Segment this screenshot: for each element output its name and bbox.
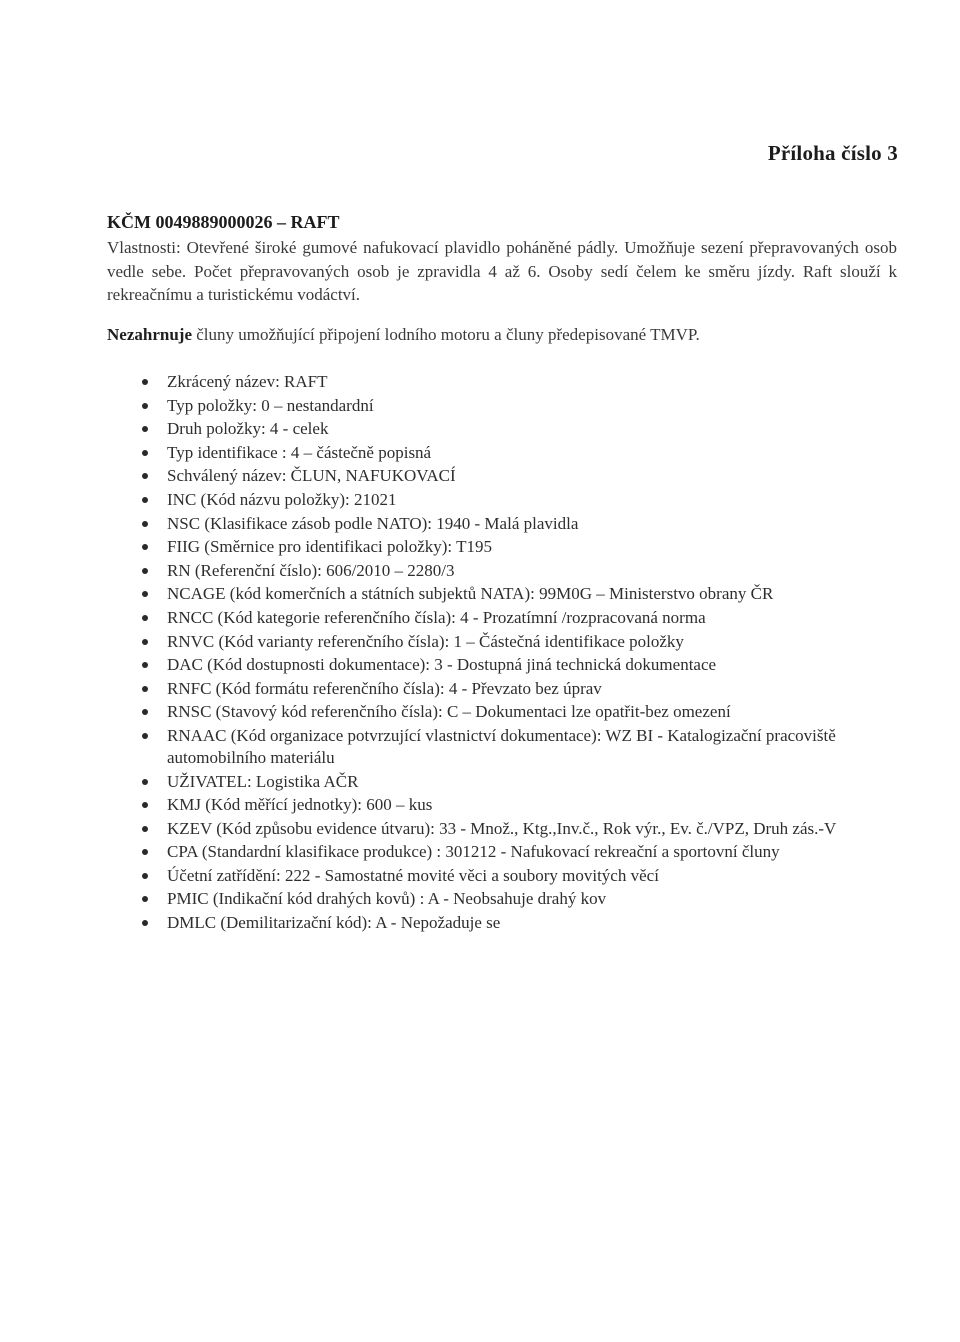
bullet-icon xyxy=(142,639,148,645)
bullet-icon xyxy=(142,896,148,902)
bullet-icon xyxy=(142,403,148,409)
list-item-text: INC (Kód názvu položky): 21021 xyxy=(167,489,397,509)
list-item xyxy=(140,841,900,863)
bullet-icon xyxy=(142,473,148,479)
bullet-icon xyxy=(142,521,148,527)
item-heading: KČM 0049889000026 – RAFT xyxy=(107,212,340,232)
list-item xyxy=(140,607,900,629)
list-item-text: KMJ (Kód měřící jednotky): 600 – kus xyxy=(167,795,433,815)
bullet-icon xyxy=(142,426,148,432)
list-item xyxy=(140,583,900,605)
list-item xyxy=(140,771,900,793)
bullet-icon xyxy=(142,662,148,668)
list-item-text: Typ identifikace : 4 – částečně popisná xyxy=(167,442,432,462)
list-item xyxy=(140,442,900,464)
bullet-icon xyxy=(142,544,148,550)
list-item-text: PMIC (Indikační kód drahých kovů) : A - Neobsahuje drahý kov xyxy=(167,889,607,909)
list-item-text: Druh položky: 4 - celek xyxy=(167,419,329,439)
list-item xyxy=(140,701,900,723)
list-item-text: Schválený název: ČLUN, NAFUKOVACÍ xyxy=(167,466,456,486)
list-item xyxy=(140,465,900,487)
list-item xyxy=(140,560,900,582)
list-item xyxy=(140,631,900,653)
bullet-icon xyxy=(142,826,148,832)
bullet-icon xyxy=(142,497,148,503)
list-item-text: DAC (Kód dostupnosti dokumentace): 3 - Dostupná jiná technická dokumentace xyxy=(167,655,717,675)
bullet-icon xyxy=(142,802,148,808)
bullet-icon xyxy=(142,615,148,621)
list-item-text: Účetní zatřídění: 222 - Samostatné movité věci a soubory movitých věcí xyxy=(167,865,659,885)
bullet-icon xyxy=(142,709,148,715)
list-item-text: NSC (Klasifikace zásob podle NATO): 1940 - Malá plavidla xyxy=(167,513,579,533)
attribute-list xyxy=(140,371,900,936)
bullet-icon xyxy=(142,733,148,739)
annex-title: Příloha číslo 3 xyxy=(767,141,898,165)
list-item xyxy=(140,888,900,910)
list-item-text: DMLC (Demilitarizační kód): A - Nepožaduje se xyxy=(167,913,501,933)
list-item-text: CPA (Standardní klasifikace produkce) : 301212 - Nafukovací rekreační a sportovní čluny xyxy=(167,842,780,862)
list-item-text: Typ položky: 0 – nestandardní xyxy=(167,395,374,415)
bullet-icon xyxy=(142,779,148,785)
list-item-text: UŽIVATEL: Logistika AČR xyxy=(167,771,359,791)
bullet-icon xyxy=(142,591,148,597)
list-item-text: Zkrácený název: RAFT xyxy=(167,372,328,391)
list-item-text: RNSC (Stavový kód referenčního čísla): C – Dokumentaci lze opatřit-bez omezení xyxy=(167,702,731,722)
list-item xyxy=(140,395,900,417)
bullet-icon xyxy=(142,686,148,692)
list-item xyxy=(140,865,900,887)
list-item-text: NCAGE (kód komerčních a státních subjektů NATA): 99M0G – Ministerstvo obrany ČR xyxy=(167,584,774,604)
list-item xyxy=(140,489,900,511)
list-item-text: RNAAC (Kód organizace potvrzující vlastnictví dokumentace): WZ BI - Katalogizační pracoviště automobilního materiálu xyxy=(167,725,836,767)
properties-paragraph: Vlastnosti: Otevřené široké gumové nafukovací plavidlo poháněné pádly. Umožňuje sezení přepravovaných osob vedle sebe. Počet přepravovaných osob je zpravidla 4 až 6. Osoby sedí čelem ke směru jízdy. Raft slouží k rekreačnímu a turistickému vodáctví. xyxy=(107,238,897,304)
exclusion-note-text: čluny umožňující připojení lodního motoru a čluny předepisované TMVP. xyxy=(191,325,700,344)
list-item xyxy=(140,912,900,934)
list-item-text: RNVC (Kód varianty referenčního čísla): 1 – Částečná identifikace položky xyxy=(167,631,684,651)
bullet-icon xyxy=(142,849,148,855)
bullet-icon xyxy=(142,450,148,456)
bullet-icon xyxy=(142,873,148,879)
list-item xyxy=(140,725,900,769)
list-item-text: RNCC (Kód kategorie referenčního čísla): 4 - Prozatímní /rozpracovaná norma xyxy=(167,607,706,627)
list-item xyxy=(140,794,900,816)
list-item xyxy=(140,513,900,535)
list-item-text: RN (Referenční číslo): 606/2010 – 2280/3 xyxy=(167,560,455,580)
list-item xyxy=(140,678,900,700)
list-item xyxy=(140,418,900,440)
bullet-icon xyxy=(142,379,148,385)
exclusion-note xyxy=(107,323,897,346)
bullet-icon xyxy=(142,568,148,574)
list-item xyxy=(140,536,900,558)
list-item xyxy=(140,654,900,676)
list-item-text: RNFC (Kód formátu referenčního čísla): 4 - Převzato bez úprav xyxy=(167,678,602,698)
exclusion-note-bold: Nezahrnuje xyxy=(107,325,192,344)
bullet-icon xyxy=(142,920,148,926)
list-item-text: FIIG (Směrnice pro identifikaci položky): T195 xyxy=(167,537,492,557)
list-item xyxy=(140,371,900,393)
list-item-text: KZEV (Kód způsobu evidence útvaru): 33 - Množ., Ktg.,Inv.č., Rok výr., Ev. č./VPZ, Druh zás.-V xyxy=(167,818,837,838)
list-item xyxy=(140,818,900,840)
